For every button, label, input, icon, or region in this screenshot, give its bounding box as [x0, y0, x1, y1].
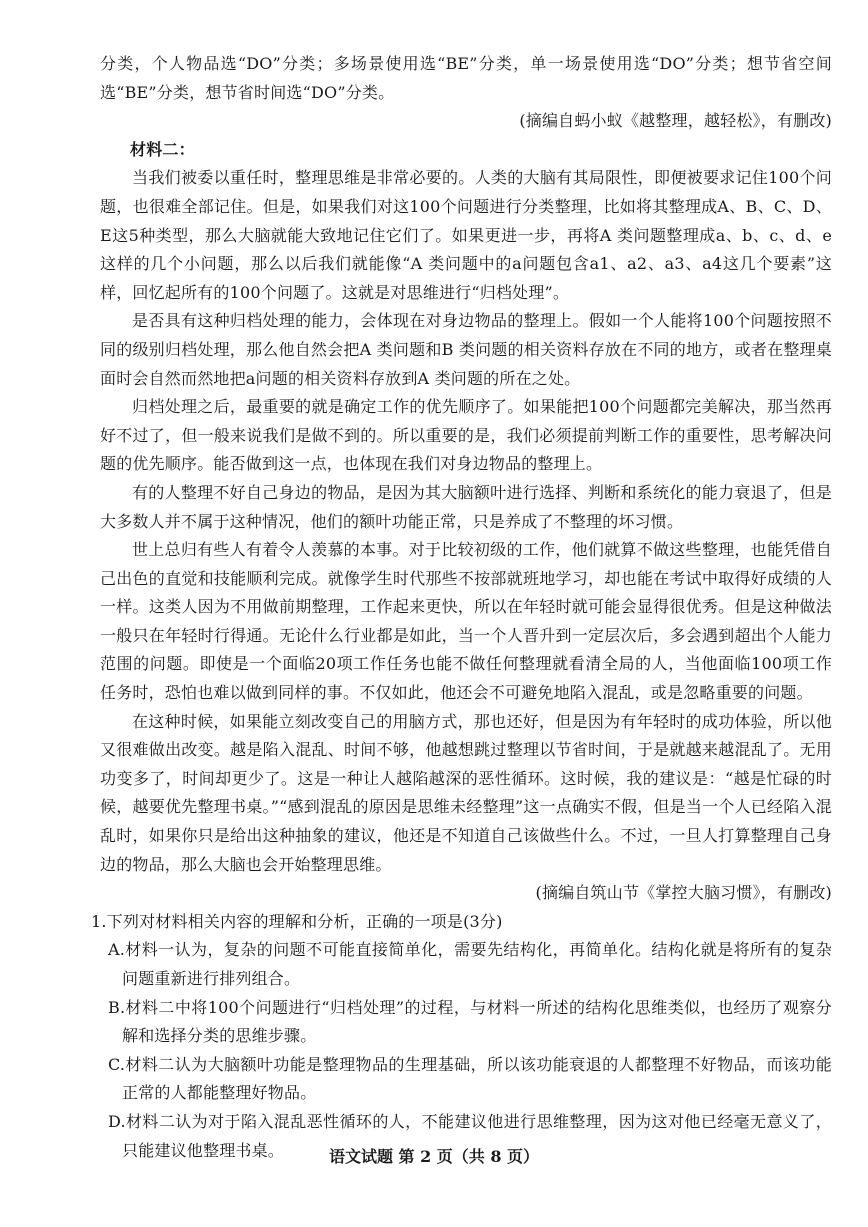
material-two-source: (摘编自筑山节《掌控大脑习惯》，有删改)	[535, 883, 832, 903]
material-two-paragraph-1: 当我们被委以重任时，整理思维是非常必要的。人类的大脑有其局限性，即便被要求记住100个问题，也很难全部记住。但是，如果我们对这100个问题进行分类整理，比如将其整理成A、B、C、D、E这5种类型，那么大脑就能大致地记住它们了。如果更进一步，再将A 类问题整理成a、b、c、d、e这样的几个小问题，那么以后我们就能像“A 类问题中的a问题包含a1、a2、a3、a4这几个要素”这样，回忆起所有的100个问题了。这就是对思维进行“归档处理”。	[100, 168, 832, 302]
question-1-option-d: D.材料二认为对于陷入混乱恶性循环的人，不能建议他进行思维整理，因为这对他已经毫无意义了，只能建议他整理书桌。	[108, 1111, 832, 1160]
question-1-stem: 1.下列对材料相关内容的理解和分析，正确的一项是(3分)	[91, 911, 503, 931]
page-content	[91, 50, 832, 1165]
material-two-paragraph-4: 有的人整理不好自己身边的物品，是因为其大脑额叶进行选择、判断和系统化的能力衰退了，但是大多数人并不属于这种情况，他们的额叶功能正常，只是养成了不整理的坏习惯。	[100, 482, 832, 531]
material-two-paragraph-2: 是否具有这种归档处理的能力，会体现在对身边物品的整理上。假如一个人能将100个问题按照不同的级别归档处理，那么他自然会把A 类问题和B 类问题的相关资料存放在不同的地方，或者在整理桌面时会自然而然地把a问题的相关资料存放到A 类问题的所在之处。	[100, 311, 832, 388]
material-two-paragraph-5: 世上总归有些人有着令人羡慕的本事。对于比较初级的工作，他们就算不做这些整理，也能凭借自己出色的直觉和技能顺利完成。就像学生时代那些不按部就班地学习，却也能在考试中取得好成绩的人一样。这类人因为不用做前期整理，工作起来更快，所以在年轻时就可能会显得很优秀。但是这种做法一般只在年轻时行得通。无论什么行业都是如此，当一个人晋升到一定层次后，多会遇到超出个人能力范围的问题。即使是一个面临20项工作任务也能不做任何整理就看清全局的人，当他面临100项工作任务时，恐怕也难以做到同样的事。不仅如此，他还会不可避免地陷入混乱，或是忽略重要的问题。	[100, 540, 832, 703]
material-one-tail-paragraph: 分类，个人物品选“DO”分类；多场景使用选“BE”分类，单一场景使用选“DO”分类；想节省空间选“BE”分类，想节省时间选“DO”分类。	[100, 54, 832, 102]
page-footer: 语文试题 第 2 页（共 8 页）	[328, 1147, 540, 1166]
question-1-option-a: A.材料一认为，复杂的问题不可能直接简单化，需要先结构化，再简单化。结构化就是将所有的复杂问题重新进行排列组合。	[108, 940, 832, 988]
question-1-option-c: C.材料二认为大脑额叶功能是整理物品的生理基础，所以该功能衰退的人都整理不好物品，而该功能正常的人都能整理好物品。	[108, 1054, 832, 1103]
question-1-option-b: B.材料二中将100个问题进行“归档处理”的过程，与材料一所述的结构化思维类似，也经历了观察分解和选择分类的思维步骤。	[108, 997, 832, 1046]
material-two-heading: 材料二：	[130, 139, 195, 159]
material-one-source: (摘编自蚂小蚁《越整理，越轻松》，有删改)	[519, 111, 832, 131]
material-two-paragraph-3: 归档处理之后，最重要的就是确定工作的优先顺序了。如果能把100个问题都完美解决，那当然再好不过了，但一般来说我们是做不到的。所以重要的是，我们必须提前判断工作的重要性，思考解决问题的优先顺序。能否做到这一点，也体现在我们对身边物品的整理上。	[100, 397, 832, 474]
material-two-paragraph-6: 在这种时候，如果能立刻改变自己的用脑方式，那也还好，但是因为有年轻时的成功体验，所以他又很难做出改变。越是陷入混乱、时间不够，他越想跳过整理以节省时间，于是就越来越混乱了。无用功变多了，时间却更少了。这是一种让人越陷越深的恶性循环。这时候，我的建议是：“越是忙碌的时候，越要优先整理书桌。”“感到混乱的原因是思维未经整理”这一点确实不假，但是当一个人已经陷入混乱时，如果你只是给出这种抽象的建议，他还是不知道自己该做些什么。不过，一旦人打算整理自己身边的物品，那么大脑也会开始整理思维。	[100, 711, 832, 874]
